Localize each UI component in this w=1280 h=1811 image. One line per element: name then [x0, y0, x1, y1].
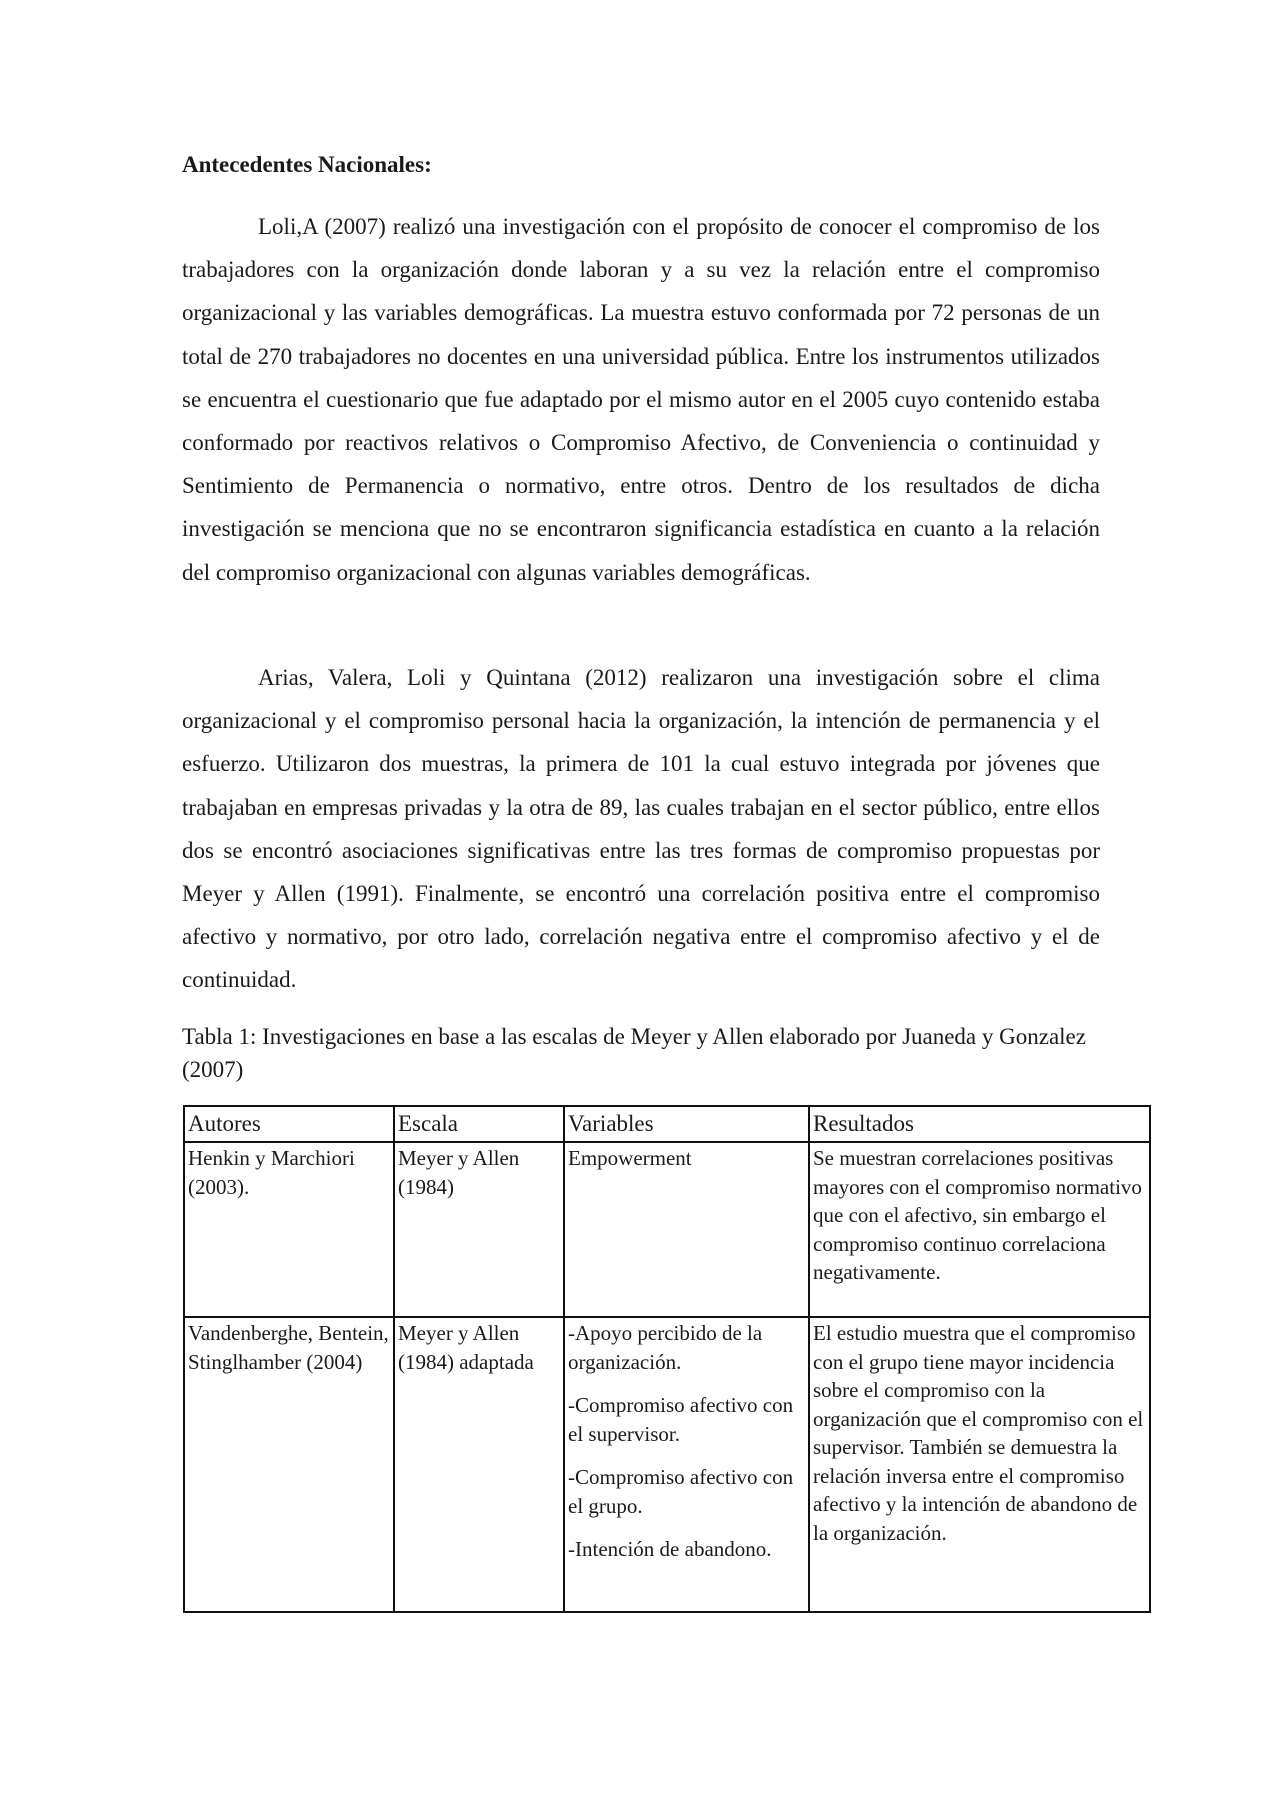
variable-item: -Intención de abandono.	[568, 1537, 772, 1561]
header-variables: Variables	[564, 1106, 809, 1142]
header-escala: Escala	[394, 1106, 564, 1142]
cell-variables	[564, 1142, 809, 1317]
variable-item: Empowerment	[568, 1146, 692, 1170]
section-heading: Antecedentes Nacionales:	[182, 152, 432, 177]
header-resultados: Resultados	[809, 1106, 1150, 1142]
variable-item: -Compromiso afectivo con el supervisor.	[568, 1393, 794, 1446]
table-header-row	[184, 1106, 1150, 1142]
cell-resultados: El estudio muestra que el compromiso con el grupo tiene mayor incidencia sobre el compromiso con la organización que el compromiso con el supervisor. También se demuestra la relación inversa entre el compromiso afectivo y la intención de abandono de la organización.	[809, 1317, 1150, 1612]
table-row	[184, 1142, 1150, 1317]
variable-item: -Compromiso afectivo con el grupo.	[568, 1465, 794, 1518]
cell-autores: Vandenberghe, Bentein, Stinglhamber (2004)	[184, 1317, 394, 1612]
cell-escala: Meyer y Allen (1984) adaptada	[394, 1317, 564, 1612]
cell-variables	[564, 1317, 809, 1612]
cell-resultados: Se muestran correlaciones positivas mayores con el compromiso normativo que con el afectivo, sin embargo el compromiso continuo correlaciona negativamente.	[809, 1142, 1150, 1317]
header-autores: Autores	[184, 1106, 394, 1142]
table-row	[184, 1317, 1150, 1612]
research-table	[183, 1105, 1151, 1613]
table-caption: Tabla 1: Investigaciones en base a las escalas de Meyer y Allen elaborado por Juaneda y Gonzalez (2007)	[182, 1024, 1086, 1082]
cell-autores: Henkin y Marchiori (2003).	[184, 1142, 394, 1317]
cell-escala: Meyer y Allen (1984)	[394, 1142, 564, 1317]
paragraph-arias: Arias, Valera, Loli y Quintana (2012) realizaron una investigación sobre el clima organizacional y el compromiso personal hacia la organización, la intención de permanencia y el esfuerzo. Utilizaron dos muestras, la primera de 101 la cual estuvo integrada por jóvenes que trabajaban en empresas privadas y la otra de 89, las cuales trabajan en el sector público, entre ellos dos se encontró asociaciones significativas entre las tres formas de compromiso propuestas por Meyer y Allen (1991). Finalmente, se encontró una correlación positiva entre el compromiso afectivo y normativo, por otro lado, correlación negativa entre el compromiso afectivo y el de continuidad.	[182, 665, 1100, 993]
variable-item: -Apoyo percibido de la organización.	[568, 1321, 763, 1374]
paragraph-loli: Loli,A (2007) realizó una investigación con el propósito de conocer el compromiso de los trabajadores con la organización donde laboran y a su vez la relación entre el compromiso organizacional y las variables demográficas. La muestra estuvo conformada por 72 personas de un total de 270 trabajadores no docentes en una universidad pública. Entre los instrumentos utilizados se encuentra el cuestionario que fue adaptado por el mismo autor en el 2005 cuyo contenido estaba conformado por reactivos relativos o Compromiso Afectivo, de Conveniencia o continuidad y Sentimiento de Permanencia o normativo, entre otros. Dentro de los resultados de dicha investigación se menciona que no se encontraron significancia estadística en cuanto a la relación del compromiso organizacional con algunas variables demográficas.	[182, 214, 1100, 585]
